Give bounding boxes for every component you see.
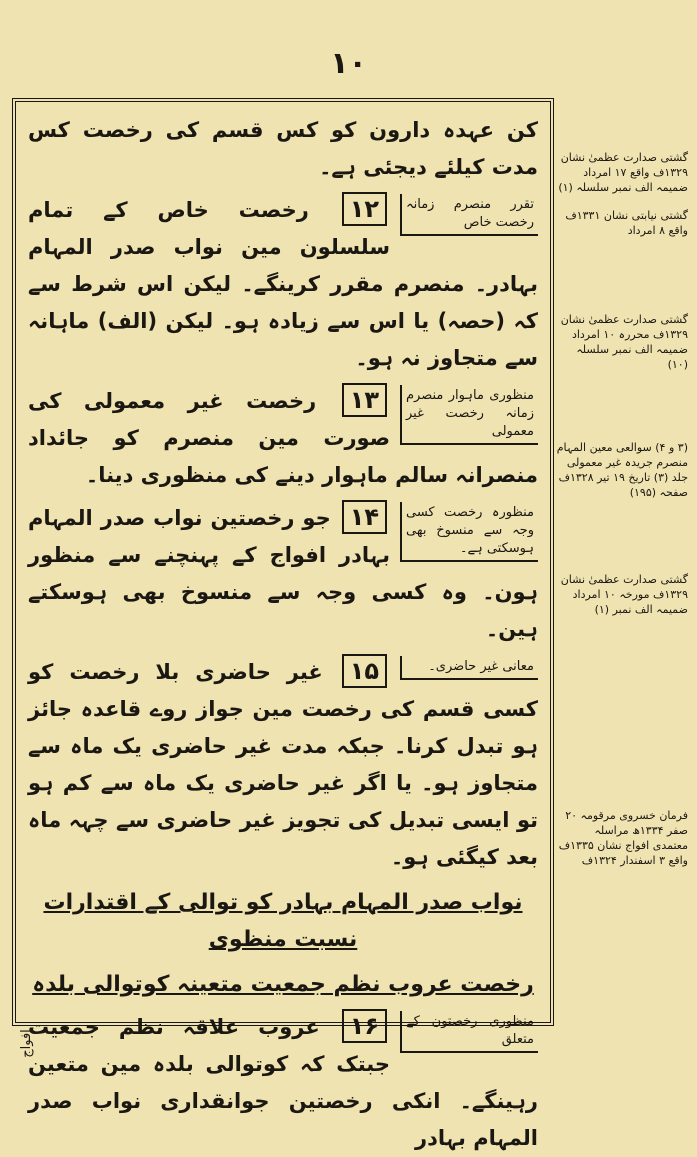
section-13-side-note: منظوری ماہوار منصرم زمانہ رخصت غیر معمولی	[400, 385, 538, 445]
intro-text: کن عہدہ دارون کو کس قسم کی رخصت کس مدت کیلئے دیجئی ہے۔	[28, 118, 538, 179]
section-15-text: غیر حاضری بلا رخصت کو کسی قسم کی رخصت مین جواز روے قاعدہ جائز ہو تبدل کرنا۔ جبکہ مدت غیر حاضری یک ماہ سے متجاوز ہو۔ یا اگر غیر حاضری یک ماہ سے کم ہو تو ایسی تبدیل کی تجویز غیر حاضری سے چہہ ماہ بعد کیگئی ہو۔	[28, 660, 538, 869]
section-15	[28, 654, 538, 876]
section-16-side-note: منظوری رخصتون کے متعلق	[400, 1011, 538, 1053]
main-text	[28, 112, 538, 1150]
page-number: ۱۰	[330, 46, 367, 81]
section-13-text: رخصت غیر معمولی کی صورت مین منصرم کو جائداد منصرانہ سالم ماہوار دینے کی منظوری دینا۔	[28, 389, 538, 487]
heading-leave-kotwali: رخصت عروب نظم جمعیت متعینہ کوتوالی بلدہ	[32, 972, 534, 997]
section-14	[28, 500, 538, 648]
section-15-number: ۱۵	[342, 654, 387, 688]
section-12	[28, 192, 538, 377]
section-12-text: رخصت خاص کے تمام سلسلون مین نواب صدر المہام بہادر۔ منصرم مقرر کرینگے۔ لیکن اس شرط سے کہ (حصہ) یا اس سے زیادہ ہو۔ لیکن (الف) ماہانہ سے متجاوز نہ ہو۔	[28, 198, 538, 370]
section-16	[28, 1009, 538, 1157]
section-16-number: ۱۶	[342, 1009, 387, 1043]
section-16-text: عروب علاقہ نظم جمعیت جبتک کہ کوتوالی بلدہ مین متعین رہینگے۔ انکی رخصتین جوانقداری نواب صدر المہام بہادر	[28, 1015, 538, 1150]
section-15-side-note: معانی غیر حاضری۔	[400, 656, 538, 680]
section-14-number: ۱۴	[342, 500, 387, 534]
main-text-frame	[12, 98, 554, 1150]
margin-note-1: گشتی صدارت عظمیٰ نشان ۱۳۲۹ف واقع ۱۷ امرداد ضمیمہ الف نمبر سلسلہ (۱)	[558, 151, 688, 194]
margin-note-5: گشتی صدارت عظمیٰ نشان ۱۳۲۹ف مورخہ ۱۰ امرداد ضمیمہ الف نمبر (۱)	[560, 573, 688, 616]
section-13-number: ۱۳	[342, 383, 387, 417]
margin-note-2: گشتی نیابتی نشان ۱۳۳۱ف واقع ۸ امرداد	[565, 209, 688, 237]
section-14-text: جو رخصتین نواب صدر المہام بہادر افواج کے پہنچنے سے منظور ہون۔ وہ کسی وجہ سے منسوخ بھی ہوسکتے ہین۔	[28, 506, 538, 641]
margin-note-3: گشتی صدارت عظمیٰ نشان ۱۳۲۹ف محررہ ۱۰ امرداد ضمیمہ الف نمبر سلسلہ (۱۰)	[560, 313, 688, 371]
bottom-corner-label: افواج	[18, 1029, 34, 1058]
section-12-side-note: تقرر منصرم زمانہ رخصت خاص	[400, 194, 538, 236]
margin-note-4: (۳ و ۴) سوالعی معین المہام منصرم جریدہ غیر معمولی جلد (۳) تاریخ ۱۹ تیر ۱۳۲۸ف صفحہ (۱۹۵)	[556, 441, 688, 499]
margin-note-6: فرمان خسروی مرقومہ ۲۰ صفر ۱۳۳۴ھ مراسلہ معتمدی افواج نشان ۱۳۳۵ف واقع ۳ اسفندار ۱۳۲۴ف	[558, 809, 688, 867]
section-12-number: ۱۲	[342, 192, 387, 226]
section-13	[28, 383, 538, 494]
heading-powers: نواب صدر المہام بہادر کو توالی کے اقتدارات نسبت منظوی	[43, 890, 523, 952]
section-14-side-note: منظورہ رخصت کسی وجہ سے منسوخ بھی ہوسکتی ہے۔	[400, 502, 538, 562]
